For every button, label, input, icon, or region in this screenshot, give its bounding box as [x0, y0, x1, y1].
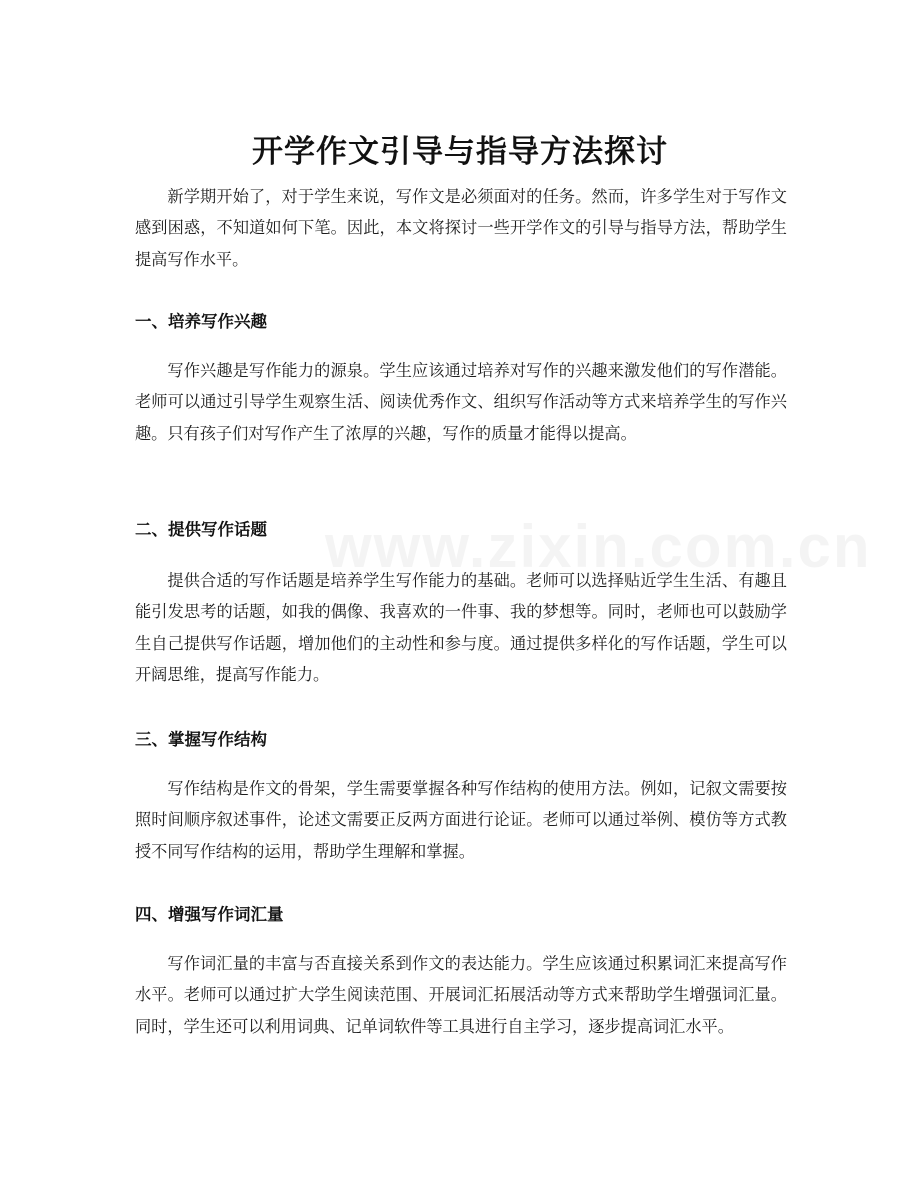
intro-paragraph: 新学期开始了，对于学生来说，写作文是必须面对的任务。然而，许多学生对于写作文感到困惑，不知道如何下笔。因此，本文将探讨一些开学作文的引导与指导方法，帮助学生提高写作水平。 [135, 187, 787, 269]
section-heading-3: 三、掌握写作结构 [135, 730, 267, 749]
section-body-3: 写作结构是作文的骨架，学生需要掌握各种写作结构的使用方法。例如，记叙文需要按照时间顺序叙述事件，论述文需要正反两方面进行论证。老师可以通过举例、模仿等方式教授不同写作结构的运用，帮助学生理解和掌握。 [135, 779, 787, 861]
section-body-4: 写作词汇量的丰富与否直接关系到作文的表达能力。学生应该通过积累词汇来提高写作水平。老师可以通过扩大学生阅读范围、开展词汇拓展活动等方式来帮助学生增强词汇量。同时，学生还可以利用词典、记单词软件等工具进行自主学习，逐步提高词汇水平。 [135, 954, 787, 1036]
section-heading-1: 一、培养写作兴趣 [135, 312, 267, 331]
section-body-1: 写作兴趣是写作能力的源泉。学生应该通过培养对写作的兴趣来激发他们的写作潜能。老师可以通过引导学生观察生活、阅读优秀作文、组织写作活动等方式来培养学生的写作兴趣。只有孩子们对写作产生了浓厚的兴趣，写作的质量才能得以提高。 [135, 361, 787, 443]
document-title: 开学作文引导与指导方法探讨 [252, 133, 668, 170]
section-heading-4: 四、增强写作词汇量 [135, 905, 284, 924]
section-heading-2: 二、提供写作话题 [135, 520, 267, 539]
section-body-2: 提供合适的写作话题是培养学生写作能力的基础。老师可以选择贴近学生生活、有趣且能引发思考的话题，如我的偶像、我喜欢的一件事、我的梦想等。同时，老师也可以鼓励学生自己提供写作话题，增加他们的主动性和参与度。通过提供多样化的写作话题，学生可以开阔思维，提高写作能力。 [135, 571, 787, 685]
